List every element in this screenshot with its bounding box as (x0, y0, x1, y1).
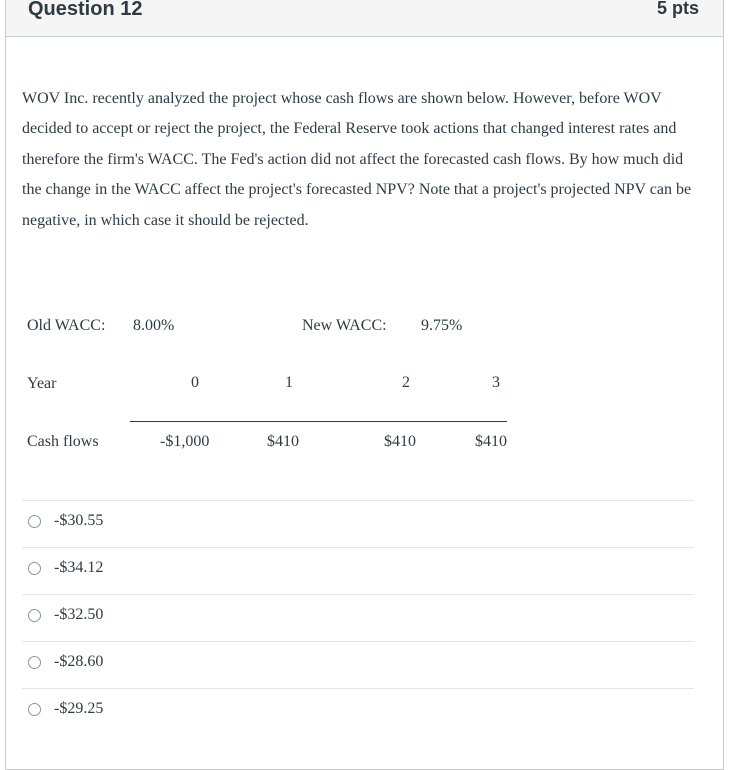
answer-option-2[interactable] (22, 552, 694, 588)
new-wacc-value: 9.75% (421, 317, 463, 334)
answer-label: -$30.55 (54, 512, 104, 529)
answer-label: -$32.50 (54, 606, 104, 623)
answer-divider (22, 500, 694, 501)
answer-divider (22, 594, 694, 595)
cash-flow-0: -$1,000 (160, 433, 210, 450)
answer-option-3[interactable] (22, 599, 694, 635)
cash-flow-2: $410 (384, 433, 416, 450)
cash-flow-1: $410 (267, 433, 299, 450)
answer-label: -$29.25 (54, 700, 104, 717)
answer-label: -$34.12 (54, 559, 104, 576)
new-wacc-label: New WACC: (302, 317, 387, 334)
radio-button[interactable] (28, 703, 41, 716)
question-points: 5 pts (656, 0, 699, 18)
year-1: 1 (285, 374, 293, 391)
cash-flow-3: $410 (475, 433, 507, 450)
answer-option-1[interactable] (22, 505, 694, 541)
answer-label: -$28.60 (54, 653, 104, 670)
answer-divider (22, 688, 694, 689)
radio-button[interactable] (28, 609, 41, 622)
answer-option-4[interactable] (22, 646, 694, 682)
question-header (6, 0, 723, 37)
radio-button[interactable] (28, 515, 41, 528)
answer-option-5[interactable] (22, 693, 694, 729)
table-rule (130, 421, 507, 422)
old-wacc-label: Old WACC: (27, 317, 106, 334)
question-title: Question 12 (28, 0, 143, 20)
answer-divider (22, 641, 694, 642)
old-wacc-value: 8.00% (133, 317, 175, 334)
answer-divider (22, 547, 694, 548)
year-0: 0 (191, 374, 199, 391)
cash-flows-label: Cash flows (27, 433, 99, 450)
year-3: 3 (492, 374, 500, 391)
year-2: 2 (402, 374, 410, 391)
question-text: WOV Inc. recently analyzed the project whose cash flows are shown below. However, before WOV decided to accept or reject the project, the Federal Reserve took actions that changed interest rates and therefore the firm's WACC. The Fed's action did not affect the forecasted cash flows. By how much did the change in the WACC affect the project's forecasted NPV? Note that a project's projected NPV can be negative, in which case it should be rejected. (22, 90, 692, 229)
radio-button[interactable] (28, 562, 41, 575)
radio-button[interactable] (28, 656, 41, 669)
year-label: Year (27, 375, 57, 392)
